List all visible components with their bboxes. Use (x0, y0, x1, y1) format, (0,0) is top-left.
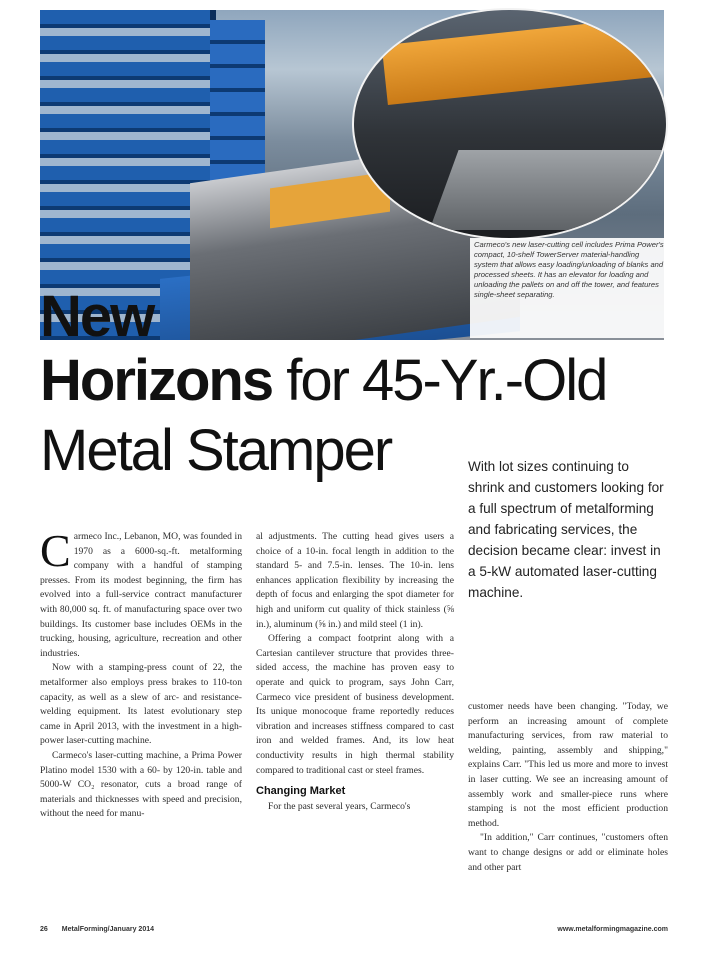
footer-url: www.metalformingmagazine.com (557, 926, 668, 933)
headline-rest: for 45-Yr.-Old (272, 348, 607, 413)
paragraph: "In addition," Carr continues, "customers often want to change designs or add or eliminate holes and other part (468, 832, 668, 873)
footer-left (40, 926, 154, 933)
paragraph: al adjustments. The cutting head gives users a choice of a 10-in. focal length in addition to the standard 5- and 7.5-in. lenses. The 10-in. lens enhances application flexibility by increasing the depth of focus and enlarging the spot diameter for high and uniform cut quality of thick stainless (⅝ in.), aluminum (⅝ in.) and mild steel (1 in). (256, 531, 454, 630)
paragraph: For the past several years, Carmeco's (268, 800, 411, 812)
paragraph (40, 525, 242, 661)
headline-line-2 (40, 350, 606, 412)
section-subhead: Changing Market (256, 785, 346, 798)
body-column-3 (468, 700, 668, 875)
headline-line-1: New (40, 284, 154, 349)
headline-horizons: Horizons (40, 348, 273, 413)
paragraph-text: armeco Inc., Lebanon, MO, was founded in 1970 as a 6000-sq.-ft. metalforming company with a handful of stamping presses. From its modest beginning, the firm has evolved into a full-service contract manufacturer with 80,000 sq. ft. of manufacturing space over two buildings. Its customer base includes OEMs in the trucking, housing, agriculture, recreation and other industries. (40, 531, 242, 659)
laser-head-housing (382, 15, 668, 105)
body-column-1 (40, 525, 242, 822)
paragraph: Now with a stamping-press count of 22, the metalformer also employs press brakes to 110-ton capacity, as well as a slew of arc- and resistance-welding equipment. Its latest evolutionary step came in April 2013, with the investment in a high-power laser-cutting machine. (40, 662, 242, 747)
laser-head-inset-photo (352, 8, 668, 240)
headline-line-3: Metal Stamper (40, 418, 392, 483)
paragraph: Offering a compact footprint along with a Cartesian cantilever structure that provides three-sided access, the machine has proven easy to operate and quick to program, says John Carr, Carmeco vice president of business development. Its unique monocoque frame reportedly reduces vibration and increases stiffness compared to cast iron and welded frames. And, its low heat conductivity results in high thermal stability compared to traditional cast or steel frames. (256, 633, 454, 776)
paragraph: Carmeco's laser-cutting machine, a Prima Power Platino model 1530 with a 60- by 120-in. table and 5000-W CO₂ resonator, cuts a broad range of materials and thicknesses with speed and precision, without the need for manu- (40, 749, 242, 820)
drop-cap: C (40, 525, 71, 576)
body-column-2 (256, 530, 454, 814)
issue-label: MetalForming/January 2014 (61, 926, 154, 933)
photo-caption: Carmeco's new laser-cutting cell includes Prima Power's compact, 10-shelf TowerServer material-handling system that allows easy loading/unloading of blanks and processed sheets. It has an elevator for loading and unloading the pallets on and off the tower, and features single-sheet separating. (470, 238, 668, 338)
paragraph: customer needs have been changing. "Today, we perform an increasing amount of complete manufacturing services, from raw material to welding, painting, assembly and shipping," explains Carr. "This led us more and more to invest in laser cutting. We see an increasing amount of assembly work and smaller-piece runs where stamping is not the most efficient production method. (468, 701, 668, 829)
metal-sheet (429, 150, 668, 230)
article-deck: With lot sizes continuing to shrink and customers looking for a full spectrum of metalforming and fabricating services, the decision became clear: invest in a 5-kW automated laser-cutting machine. (468, 459, 664, 600)
page-number: 26 (40, 926, 48, 933)
